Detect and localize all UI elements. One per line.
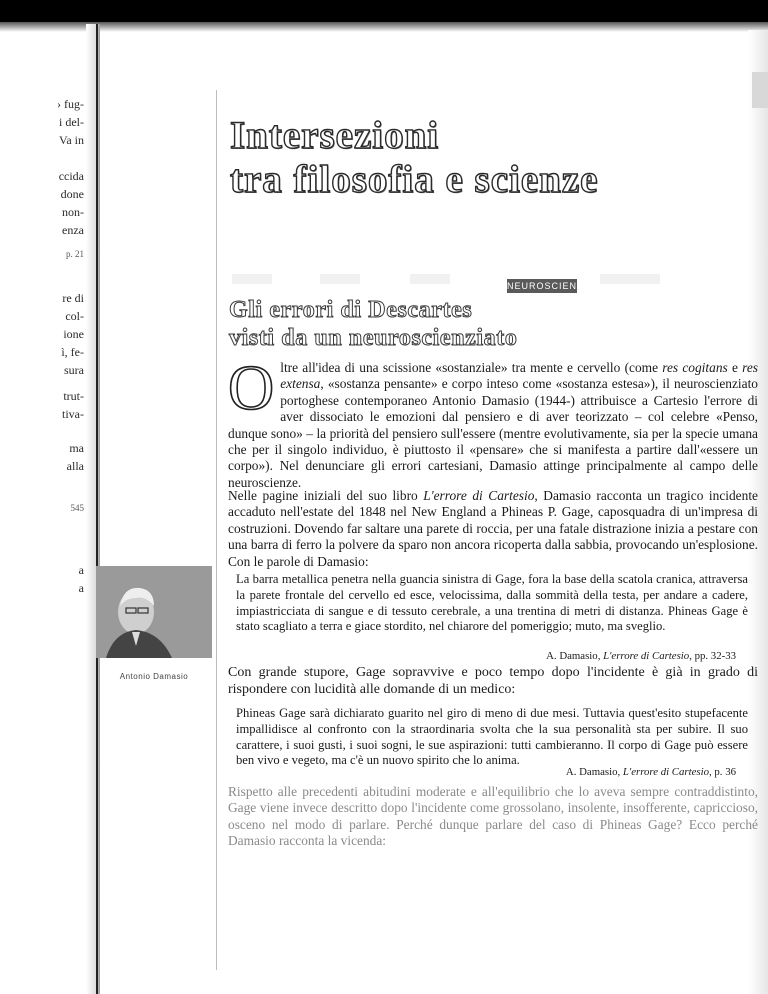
citation-2	[566, 766, 736, 778]
cite-author: A. Damasio,	[546, 650, 604, 662]
portrait-photo	[96, 566, 212, 658]
left-page-line: sura	[64, 363, 84, 377]
cite-work: L'errore di Cartesio	[603, 650, 690, 662]
intro-text: e	[727, 360, 743, 375]
left-page-line: ma	[69, 441, 84, 455]
page-title-line-1: Intersezioni	[230, 114, 440, 157]
faint-tab	[320, 274, 360, 284]
paragraph-text: , Damasio racconta un tragico incidente accaduto nell'estate del 1848 nel New England a Phineas P. Gage, caposquadra di un'impresa di costruzioni. Dovendo far saltare una parete di roccia, per una fatale distrazione inizia a pestare con una barra di ferro la polvere da sparo non ancora ricoperta dalla sabbia, provocando un'esplosione. Con le parole di Damasio:	[228, 488, 758, 569]
cite-pages: , pp. 32-33	[689, 650, 736, 662]
left-page-line: 545	[70, 503, 84, 513]
page-title-line-2: tra filosofia e scienze	[230, 158, 599, 201]
intro-text: , «sostanza pensante» e corpo inteso come «sostanza estesa»), il neuroscienziato portoghese contemporaneo Antonio Damasio (1944-) attribuisce a Cartesio l'errore di aver dissociato le emozioni dal pensiero e di aver teorizzato – col celebre «Penso, dunque sono» – la priorità del pensiero sull'essere (mentre evolutivamente, sia per la specie umana che per il singolo individuo, è piuttosto il «pensare» che si manifesta a partire dall'«essere un corpo»). Nel denunciare gli errori cartesiani, Damasio attinge principalmente al campo delle neuroscienze.	[228, 376, 758, 490]
drop-cap: O	[228, 352, 275, 423]
column-rule	[216, 90, 217, 970]
quote-2: Phineas Gage sarà dichiarato guarito nel giro di meno di due mesi. Tuttavia quest'esito stupefacente impallidisce al confronto con la straordinaria svolta che la sua personalità sta per subire. Il suo carattere, i suoi gusti, i suoi sogni, le sue aspirazioni: tutti cambieranno. Il corpo di Gage può essere ben vivo e vegeto, ma c'è un nuovo spirito che lo anima.	[236, 706, 748, 768]
left-page-line: ione	[63, 327, 84, 341]
citation-1	[546, 650, 736, 662]
quote-1: La barra metallica penetra nella guancia sinistra di Gage, fora la base della scatola cranica, attraversa la parete frontale del cervello ed esce, velocissima, dalla sommità della testa, per andare a cadere, impiastricciata di sangue e di tessuto cerebrale, a una trentina di metri di distanza. Phineas Gage è stato scagliato a terra e giace stordito, nel chiarore del pomeriggio; muto, ma sveglio.	[236, 572, 748, 634]
faint-tab	[410, 274, 450, 284]
left-page-line: enza	[62, 223, 84, 237]
section-title-line-2: visti da un neuroscienziato	[229, 325, 518, 351]
left-page-line: alla	[66, 459, 84, 473]
category-tag: NEUROSCIENZE	[507, 281, 591, 291]
scan-top-shadow	[0, 22, 768, 32]
left-page-line: › fug-	[57, 97, 84, 111]
paragraph-3: Con grande stupore, Gage sopravvive e poco tempo dopo l'incidente è già in grado di rispondere con lucidità alle domande di un medico:	[228, 665, 758, 697]
left-page-line: ì, fe-	[61, 345, 84, 359]
section-title	[229, 296, 517, 352]
left-page-line: ccida	[58, 169, 84, 183]
portrait-illustration	[96, 566, 212, 658]
left-page-line: non-	[62, 205, 84, 219]
section-title-line-1: Gli errori di Descartes	[229, 297, 473, 323]
paragraph-text: Rispetto alle precedenti abitudini moderate e all'equilibrio che lo aveva sempre contraddistinto, Gage viene invece descritto dopo l'incidente come grossolano, insolente, insofferente, capriccioso, osceno nel modo di parlare. Perché dunque parlare del caso di Phineas Gage? Ecco perché Damasio racconta la vicenda:	[228, 784, 758, 849]
left-page-line: done	[60, 187, 84, 201]
intro-text: ltre all'idea di una scissione «sostanziale» tra mente e cervello (come	[280, 360, 663, 375]
cite-pages: , p. 36	[709, 766, 736, 778]
paragraph-2	[228, 488, 758, 570]
paragraph-text: Nelle pagine iniziali del suo libro	[228, 488, 424, 503]
left-page-line: Va in	[59, 133, 84, 147]
left-page-line: tiva-	[62, 407, 84, 421]
book-gutter	[96, 24, 98, 994]
scan-top-border	[0, 0, 768, 22]
cite-work: L'errore di Cartesio	[622, 766, 709, 778]
left-page-line: i del-	[59, 115, 84, 129]
photo-caption: Antonio Damasio	[119, 672, 189, 681]
faint-tab	[232, 274, 272, 284]
left-page-line: a	[78, 581, 84, 595]
left-page-line: trut-	[63, 389, 84, 403]
page-edge-tab	[752, 72, 768, 108]
paragraph-4	[228, 784, 758, 850]
page-title	[230, 114, 598, 202]
left-page-line: re di	[62, 291, 84, 305]
faint-tab	[600, 274, 660, 284]
book-title: L'errore di Cartesio	[423, 488, 535, 503]
left-page-line: col-	[65, 309, 84, 323]
intro-emphasis: res cogitans	[662, 360, 728, 375]
intro-paragraph	[228, 352, 759, 491]
intro-emphasis: res extensa	[280, 360, 759, 392]
left-page-line: a	[78, 563, 84, 577]
cite-author: A. Damasio,	[565, 766, 623, 778]
left-page-line: p. 21	[66, 249, 84, 259]
